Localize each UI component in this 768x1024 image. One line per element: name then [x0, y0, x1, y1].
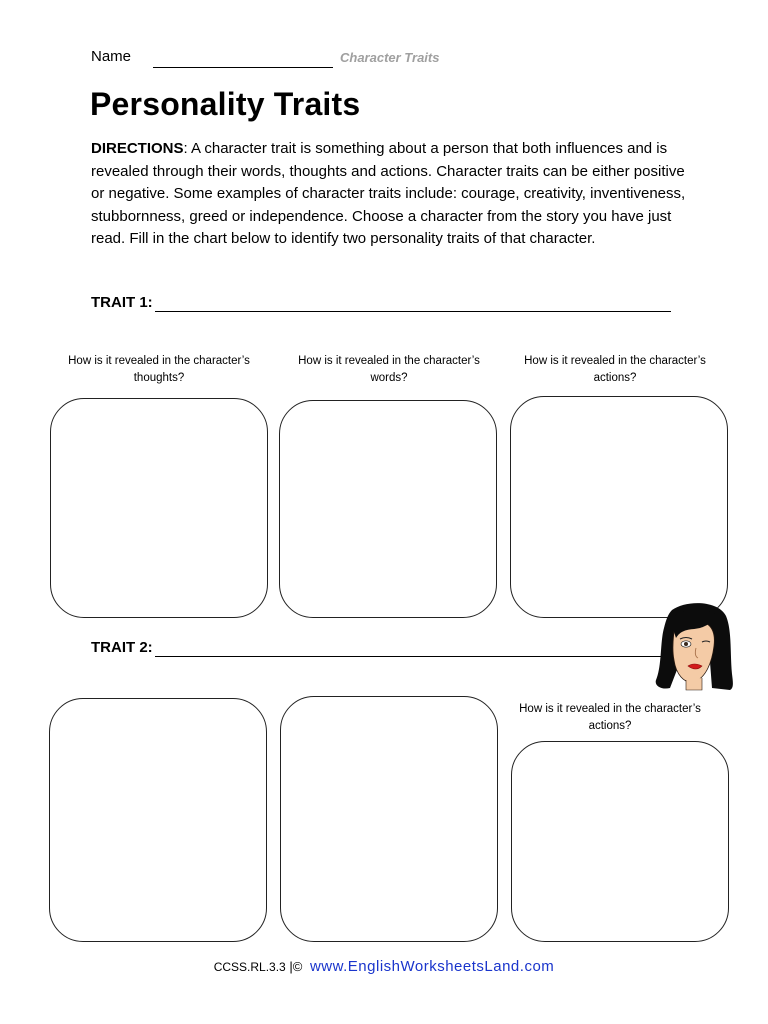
- trait-1-words-box[interactable]: [279, 400, 497, 618]
- directions-text: : A character trait is something about a person that both influences and is revealed through their words, thoughts and actions. Character traits can be either positive or negative. Some examples of character traits include: courage, creativity, inventiveness, stubbornness, greed or independence. Choose a character from the story you have just read. Fill in the chart below to identify two personality traits of that character.: [91, 140, 686, 247]
- trait-2-actions-box[interactable]: [511, 741, 729, 942]
- girl-face-illustration: [652, 602, 734, 692]
- directions-paragraph: [91, 138, 691, 251]
- copyright-separator: |©: [289, 959, 303, 974]
- trait-1-line[interactable]: [155, 311, 671, 312]
- trait-1-actions-box[interactable]: [510, 396, 728, 618]
- directions-label: DIRECTIONS: [91, 140, 184, 157]
- trait-1-label: TRAIT 1:: [91, 294, 153, 311]
- name-field-line[interactable]: [153, 67, 333, 68]
- trait-1-question-actions: How is it revealed in the character’s actions?: [524, 355, 706, 384]
- trait-1-question-words: How is it revealed in the character’s words?: [298, 355, 480, 384]
- trait-2-line[interactable]: [155, 656, 665, 657]
- website-link[interactable]: www.EnglishWorksheetsLand.com: [309, 958, 555, 975]
- trait-2-label: TRAIT 2:: [91, 639, 153, 656]
- name-label: Name: [91, 48, 132, 65]
- worksheet-subject: Character Traits: [340, 50, 440, 65]
- trait-1-thoughts-box[interactable]: [50, 398, 268, 618]
- standard-code: CCSS.RL.3.3: [213, 960, 286, 974]
- trait-2-thoughts-box[interactable]: [49, 698, 267, 942]
- footer: [0, 958, 768, 975]
- trait-2-words-box[interactable]: [280, 696, 498, 942]
- trait-2-question-actions: How is it revealed in the character’s actions?: [519, 703, 701, 732]
- trait-1-question-thoughts: How is it revealed in the character’s thoughts?: [68, 355, 250, 384]
- page-title: Personality Traits: [90, 86, 361, 122]
